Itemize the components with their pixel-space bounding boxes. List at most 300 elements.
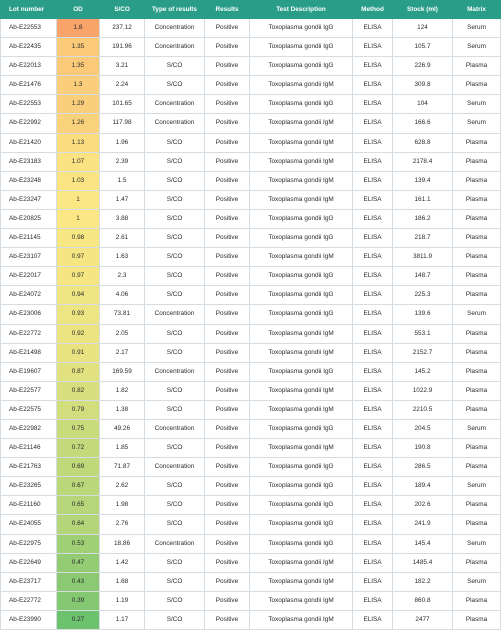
table-row[interactable]: [1, 133, 501, 152]
result-type-cell: S/CO: [145, 267, 205, 286]
matrix-cell: Plasma: [453, 248, 501, 267]
table-row[interactable]: [1, 305, 501, 324]
method-cell: ELISA: [353, 229, 393, 248]
lot-number-cell: Ab-E23107: [1, 248, 57, 267]
test-description-cell: Toxoplasma gondii IgM: [250, 76, 353, 95]
table-row[interactable]: [1, 439, 501, 458]
matrix-cell: Plasma: [453, 229, 501, 248]
od-cell: 0.93: [57, 305, 100, 324]
stock-cell: 161.1: [393, 190, 453, 209]
stock-cell: 166.6: [393, 114, 453, 133]
table-row[interactable]: [1, 477, 501, 496]
results-cell: Positive: [205, 248, 250, 267]
sco-header[interactable]: S/CO: [100, 1, 145, 19]
test-description-cell: Toxoplasma gondii IgG: [250, 38, 353, 57]
test-description-cell: Toxoplasma gondii IgG: [250, 534, 353, 553]
results-cell: Positive: [205, 439, 250, 458]
results-cell: Positive: [205, 229, 250, 248]
sco-cell: 2.76: [100, 515, 145, 534]
lot-number-cell: Ab-E21146: [1, 439, 57, 458]
result-type-cell: Concentration: [145, 95, 205, 114]
table-row[interactable]: [1, 286, 501, 305]
lot-number-cell: Ab-E20825: [1, 209, 57, 228]
method-cell: ELISA: [353, 171, 393, 190]
sco-cell: 237.12: [100, 19, 145, 38]
table-row[interactable]: [1, 400, 501, 419]
test-description-cell: Toxoplasma gondii IgG: [250, 362, 353, 381]
table-row[interactable]: [1, 572, 501, 591]
sco-cell: 1.38: [100, 400, 145, 419]
results-cell: Positive: [205, 95, 250, 114]
stock-cell: 286.5: [393, 458, 453, 477]
test-description-cell: Toxoplasma gondii IgG: [250, 229, 353, 248]
matrix-cell: Serum: [453, 19, 501, 38]
results-cell: Positive: [205, 209, 250, 228]
lot-number-header[interactable]: Lot number: [1, 1, 57, 19]
test-description-cell: Toxoplasma gondii IgG: [250, 267, 353, 286]
results-cell: Positive: [205, 419, 250, 438]
matrix-cell: Plasma: [453, 496, 501, 515]
results-cell: Positive: [205, 57, 250, 76]
method-cell: ELISA: [353, 496, 393, 515]
od-cell: 1: [57, 190, 100, 209]
stock-cell: 139.4: [393, 171, 453, 190]
method-cell: ELISA: [353, 152, 393, 171]
stock-cell: 189.4: [393, 477, 453, 496]
result-type-cell: Concentration: [145, 458, 205, 477]
lot-number-cell: Ab-E23247: [1, 190, 57, 209]
od-cell: 1.29: [57, 95, 100, 114]
method-cell: ELISA: [353, 400, 393, 419]
result-type-cell: S/CO: [145, 591, 205, 610]
test-description-header[interactable]: Test Description: [250, 1, 353, 19]
method-cell: ELISA: [353, 572, 393, 591]
stock-cell: 225.3: [393, 286, 453, 305]
matrix-cell: Serum: [453, 305, 501, 324]
stock-cell: 2178.4: [393, 152, 453, 171]
sco-cell: 169.59: [100, 362, 145, 381]
matrix-cell: Plasma: [453, 610, 501, 629]
matrix-cell: Plasma: [453, 362, 501, 381]
result-type-cell: S/CO: [145, 76, 205, 95]
sco-cell: 18.86: [100, 534, 145, 553]
result-type-cell: Concentration: [145, 305, 205, 324]
test-description-cell: Toxoplasma gondii IgM: [250, 553, 353, 572]
result-type-cell: S/CO: [145, 286, 205, 305]
table-row[interactable]: [1, 324, 501, 343]
method-cell: ELISA: [353, 95, 393, 114]
method-cell: ELISA: [353, 248, 393, 267]
stock-cell: 148.7: [393, 267, 453, 286]
sco-cell: 1.96: [100, 133, 145, 152]
method-cell: ELISA: [353, 343, 393, 362]
method-cell: ELISA: [353, 209, 393, 228]
matrix-cell: Plasma: [453, 133, 501, 152]
result-type-cell: S/CO: [145, 190, 205, 209]
lot-number-cell: Ab-E21420: [1, 133, 57, 152]
test-description-cell: Toxoplasma gondii IgM: [250, 133, 353, 152]
od-cell: 0.43: [57, 572, 100, 591]
od-cell: 0.97: [57, 248, 100, 267]
matrix-cell: Plasma: [453, 76, 501, 95]
result-type-header[interactable]: Type of results: [145, 1, 205, 19]
table-row[interactable]: [1, 362, 501, 381]
matrix-cell: Serum: [453, 38, 501, 57]
results-cell: Positive: [205, 305, 250, 324]
lot-number-cell: Ab-E21476: [1, 76, 57, 95]
result-type-cell: Concentration: [145, 534, 205, 553]
results-cell: Positive: [205, 133, 250, 152]
lot-number-cell: Ab-E22577: [1, 381, 57, 400]
lot-number-cell: Ab-E22982: [1, 419, 57, 438]
method-cell: ELISA: [353, 76, 393, 95]
lot-number-cell: Ab-E22553: [1, 19, 57, 38]
table-row[interactable]: [1, 114, 501, 133]
lot-number-cell: Ab-E21498: [1, 343, 57, 362]
test-description-cell: Toxoplasma gondii IgM: [250, 572, 353, 591]
method-cell: ELISA: [353, 324, 393, 343]
lot-number-cell: Ab-E22017: [1, 267, 57, 286]
table-row[interactable]: [1, 95, 501, 114]
stock-cell: 218.7: [393, 229, 453, 248]
result-type-cell: S/CO: [145, 171, 205, 190]
test-description-cell: Toxoplasma gondii IgM: [250, 610, 353, 629]
results-cell: Positive: [205, 572, 250, 591]
sco-cell: 1.5: [100, 171, 145, 190]
od-cell: 1.8: [57, 19, 100, 38]
stock-cell: 2477: [393, 610, 453, 629]
od-cell: 0.94: [57, 286, 100, 305]
lot-number-cell: Ab-E22649: [1, 553, 57, 572]
table-row[interactable]: [1, 267, 501, 286]
sco-cell: 1.98: [100, 496, 145, 515]
result-type-cell: S/CO: [145, 477, 205, 496]
method-cell: ELISA: [353, 439, 393, 458]
results-cell: Positive: [205, 381, 250, 400]
od-cell: 1.13: [57, 133, 100, 152]
table-row[interactable]: [1, 38, 501, 57]
table-row[interactable]: [1, 152, 501, 171]
matrix-cell: Plasma: [453, 57, 501, 76]
sco-cell: 1.17: [100, 610, 145, 629]
matrix-cell: Serum: [453, 572, 501, 591]
result-type-cell: S/CO: [145, 209, 205, 228]
sco-cell: 71.87: [100, 458, 145, 477]
sco-cell: 49.26: [100, 419, 145, 438]
results-cell: Positive: [205, 458, 250, 477]
lot-number-cell: Ab-E22435: [1, 38, 57, 57]
method-cell: ELISA: [353, 133, 393, 152]
od-cell: 0.72: [57, 439, 100, 458]
test-description-cell: Toxoplasma gondii IgM: [250, 248, 353, 267]
od-cell: 1.3: [57, 76, 100, 95]
test-description-cell: Toxoplasma gondii IgM: [250, 439, 353, 458]
results-cell: Positive: [205, 19, 250, 38]
method-cell: ELISA: [353, 190, 393, 209]
stock-cell: 241.9: [393, 515, 453, 534]
lot-number-cell: Ab-E23248: [1, 171, 57, 190]
lot-number-cell: Ab-E23006: [1, 305, 57, 324]
matrix-cell: Plasma: [453, 458, 501, 477]
method-cell: ELISA: [353, 477, 393, 496]
sco-cell: 2.61: [100, 229, 145, 248]
test-description-cell: Toxoplasma gondii IgM: [250, 171, 353, 190]
lot-number-cell: Ab-E24072: [1, 286, 57, 305]
test-description-cell: Toxoplasma gondii IgM: [250, 114, 353, 133]
test-description-cell: Toxoplasma gondii IgG: [250, 458, 353, 477]
lot-number-cell: Ab-E23990: [1, 610, 57, 629]
result-type-cell: Concentration: [145, 19, 205, 38]
od-cell: 0.91: [57, 343, 100, 362]
test-description-cell: Toxoplasma gondii IgM: [250, 190, 353, 209]
od-cell: 0.79: [57, 400, 100, 419]
stock-cell: 105.7: [393, 38, 453, 57]
sco-cell: 2.62: [100, 477, 145, 496]
lot-number-cell: Ab-E22992: [1, 114, 57, 133]
table-row[interactable]: [1, 610, 501, 629]
result-type-cell: S/CO: [145, 572, 205, 591]
matrix-cell: Serum: [453, 419, 501, 438]
matrix-cell: Plasma: [453, 591, 501, 610]
test-description-cell: Toxoplasma gondii IgG: [250, 19, 353, 38]
lot-number-cell: Ab-E22553: [1, 95, 57, 114]
od-cell: 1.03: [57, 171, 100, 190]
test-description-cell: Toxoplasma gondii IgG: [250, 419, 353, 438]
od-cell: 0.39: [57, 591, 100, 610]
method-cell: ELISA: [353, 362, 393, 381]
method-cell: ELISA: [353, 553, 393, 572]
lot-number-cell: Ab-E22772: [1, 591, 57, 610]
table-row[interactable]: [1, 591, 501, 610]
stock-cell: 104: [393, 95, 453, 114]
table-body: [1, 19, 501, 630]
method-cell: ELISA: [353, 381, 393, 400]
results-cell: Positive: [205, 477, 250, 496]
stock-cell: 124: [393, 19, 453, 38]
test-description-cell: Toxoplasma gondii IgG: [250, 57, 353, 76]
table-row[interactable]: [1, 248, 501, 267]
table-row[interactable]: [1, 76, 501, 95]
lot-number-cell: Ab-E23265: [1, 477, 57, 496]
lot-number-cell: Ab-E22575: [1, 400, 57, 419]
result-type-cell: S/CO: [145, 57, 205, 76]
result-type-cell: S/CO: [145, 439, 205, 458]
sco-cell: 2.39: [100, 152, 145, 171]
sco-cell: 1.63: [100, 248, 145, 267]
od-cell: 1.26: [57, 114, 100, 133]
result-type-cell: S/CO: [145, 324, 205, 343]
od-cell: 0.87: [57, 362, 100, 381]
test-description-cell: Toxoplasma gondii IgG: [250, 477, 353, 496]
matrix-cell: Plasma: [453, 286, 501, 305]
stock-cell: 553.1: [393, 324, 453, 343]
result-type-cell: S/CO: [145, 610, 205, 629]
results-cell: Positive: [205, 496, 250, 515]
sco-cell: 2.24: [100, 76, 145, 95]
lot-number-cell: Ab-E23717: [1, 572, 57, 591]
lot-number-cell: Ab-E23183: [1, 152, 57, 171]
stock-cell: 3811.9: [393, 248, 453, 267]
results-cell: Positive: [205, 343, 250, 362]
stock-cell: 309.8: [393, 76, 453, 95]
lot-number-cell: Ab-E21145: [1, 229, 57, 248]
method-cell: ELISA: [353, 610, 393, 629]
sco-cell: 73.81: [100, 305, 145, 324]
matrix-header[interactable]: Matrix: [453, 1, 501, 19]
method-cell: ELISA: [353, 286, 393, 305]
test-description-cell: Toxoplasma gondii IgM: [250, 324, 353, 343]
stock-cell: 145.2: [393, 362, 453, 381]
lot-number-cell: Ab-E22975: [1, 534, 57, 553]
result-type-cell: Concentration: [145, 38, 205, 57]
test-description-cell: Toxoplasma gondii IgG: [250, 515, 353, 534]
lot-number-cell: Ab-E21160: [1, 496, 57, 515]
results-cell: Positive: [205, 152, 250, 171]
sco-cell: 3.21: [100, 57, 145, 76]
lot-number-cell: Ab-E21763: [1, 458, 57, 477]
matrix-cell: Plasma: [453, 515, 501, 534]
table-row[interactable]: [1, 534, 501, 553]
matrix-cell: Plasma: [453, 152, 501, 171]
table-row[interactable]: [1, 343, 501, 362]
results-cell: Positive: [205, 362, 250, 381]
method-cell: ELISA: [353, 419, 393, 438]
result-type-cell: S/CO: [145, 229, 205, 248]
sco-cell: 1.82: [100, 381, 145, 400]
stock-cell: 860.8: [393, 591, 453, 610]
od-cell: 0.75: [57, 419, 100, 438]
od-cell: 0.69: [57, 458, 100, 477]
sco-cell: 2.17: [100, 343, 145, 362]
test-description-cell: Toxoplasma gondii IgM: [250, 400, 353, 419]
od-cell: 0.64: [57, 515, 100, 534]
table-row[interactable]: [1, 458, 501, 477]
method-cell: ELISA: [353, 114, 393, 133]
matrix-cell: Plasma: [453, 439, 501, 458]
table-row[interactable]: [1, 57, 501, 76]
od-cell: 0.92: [57, 324, 100, 343]
stock-cell: 190.8: [393, 439, 453, 458]
stock-header[interactable]: Stock (ml): [393, 1, 453, 19]
table-row[interactable]: [1, 171, 501, 190]
od-cell: 1.07: [57, 152, 100, 171]
table-row[interactable]: [1, 419, 501, 438]
table-row[interactable]: [1, 209, 501, 228]
test-description-cell: Toxoplasma gondii IgG: [250, 286, 353, 305]
test-description-cell: Toxoplasma gondii IgM: [250, 343, 353, 362]
stock-cell: 145.4: [393, 534, 453, 553]
header-row: [1, 1, 501, 19]
matrix-cell: Plasma: [453, 209, 501, 228]
table-row[interactable]: [1, 190, 501, 209]
matrix-cell: Plasma: [453, 267, 501, 286]
result-type-cell: S/CO: [145, 381, 205, 400]
method-cell: ELISA: [353, 267, 393, 286]
results-cell: Positive: [205, 171, 250, 190]
matrix-cell: Plasma: [453, 381, 501, 400]
sco-cell: 101.65: [100, 95, 145, 114]
stock-cell: 139.6: [393, 305, 453, 324]
table-row[interactable]: [1, 515, 501, 534]
result-type-cell: S/CO: [145, 343, 205, 362]
results-cell: Positive: [205, 400, 250, 419]
od-cell: 0.65: [57, 496, 100, 515]
od-cell: 0.53: [57, 534, 100, 553]
sco-cell: 1.19: [100, 591, 145, 610]
matrix-cell: Serum: [453, 477, 501, 496]
matrix-cell: Plasma: [453, 190, 501, 209]
stock-cell: 2210.5: [393, 400, 453, 419]
test-description-cell: Toxoplasma gondii IgG: [250, 95, 353, 114]
od-cell: 1.35: [57, 57, 100, 76]
table-row[interactable]: [1, 19, 501, 38]
od-cell: 1.35: [57, 38, 100, 57]
stock-cell: 1022.9: [393, 381, 453, 400]
result-type-cell: S/CO: [145, 152, 205, 171]
od-header[interactable]: OD: [57, 1, 100, 19]
sco-cell: 117.98: [100, 114, 145, 133]
matrix-cell: Plasma: [453, 553, 501, 572]
method-cell: ELISA: [353, 38, 393, 57]
results-cell: Positive: [205, 190, 250, 209]
lot-number-cell: Ab-E22013: [1, 57, 57, 76]
sco-cell: 2.3: [100, 267, 145, 286]
method-cell: ELISA: [353, 591, 393, 610]
stock-cell: 628.8: [393, 133, 453, 152]
test-description-cell: Toxoplasma gondii IgG: [250, 209, 353, 228]
sco-cell: 1.47: [100, 190, 145, 209]
sco-cell: 1.68: [100, 572, 145, 591]
sco-cell: 1.42: [100, 553, 145, 572]
result-type-cell: S/CO: [145, 553, 205, 572]
results-cell: Positive: [205, 38, 250, 57]
table-row[interactable]: [1, 496, 501, 515]
results-cell: Positive: [205, 610, 250, 629]
sco-cell: 4.06: [100, 286, 145, 305]
test-description-cell: Toxoplasma gondii IgM: [250, 381, 353, 400]
result-type-cell: S/CO: [145, 248, 205, 267]
result-type-cell: S/CO: [145, 133, 205, 152]
table-row[interactable]: [1, 229, 501, 248]
matrix-cell: Plasma: [453, 343, 501, 362]
results-cell: Positive: [205, 114, 250, 133]
od-cell: 0.67: [57, 477, 100, 496]
stock-cell: 202.6: [393, 496, 453, 515]
sco-cell: 3.88: [100, 209, 145, 228]
table-row[interactable]: [1, 381, 501, 400]
matrix-cell: Plasma: [453, 171, 501, 190]
od-cell: 1: [57, 209, 100, 228]
results-header[interactable]: Results: [205, 1, 250, 19]
method-header[interactable]: Method: [353, 1, 393, 19]
lot-number-cell: Ab-E22772: [1, 324, 57, 343]
test-description-cell: Toxoplasma gondii IgG: [250, 496, 353, 515]
result-type-cell: Concentration: [145, 114, 205, 133]
stock-cell: 204.5: [393, 419, 453, 438]
stock-cell: 226.9: [393, 57, 453, 76]
table-row[interactable]: [1, 553, 501, 572]
test-description-cell: Toxoplasma gondii IgM: [250, 152, 353, 171]
result-type-cell: Concentration: [145, 362, 205, 381]
results-cell: Positive: [205, 76, 250, 95]
od-cell: 0.97: [57, 267, 100, 286]
table-header: [1, 1, 501, 19]
matrix-cell: Serum: [453, 95, 501, 114]
results-cell: Positive: [205, 534, 250, 553]
matrix-cell: Plasma: [453, 324, 501, 343]
lot-number-cell: Ab-E24055: [1, 515, 57, 534]
results-cell: Positive: [205, 515, 250, 534]
